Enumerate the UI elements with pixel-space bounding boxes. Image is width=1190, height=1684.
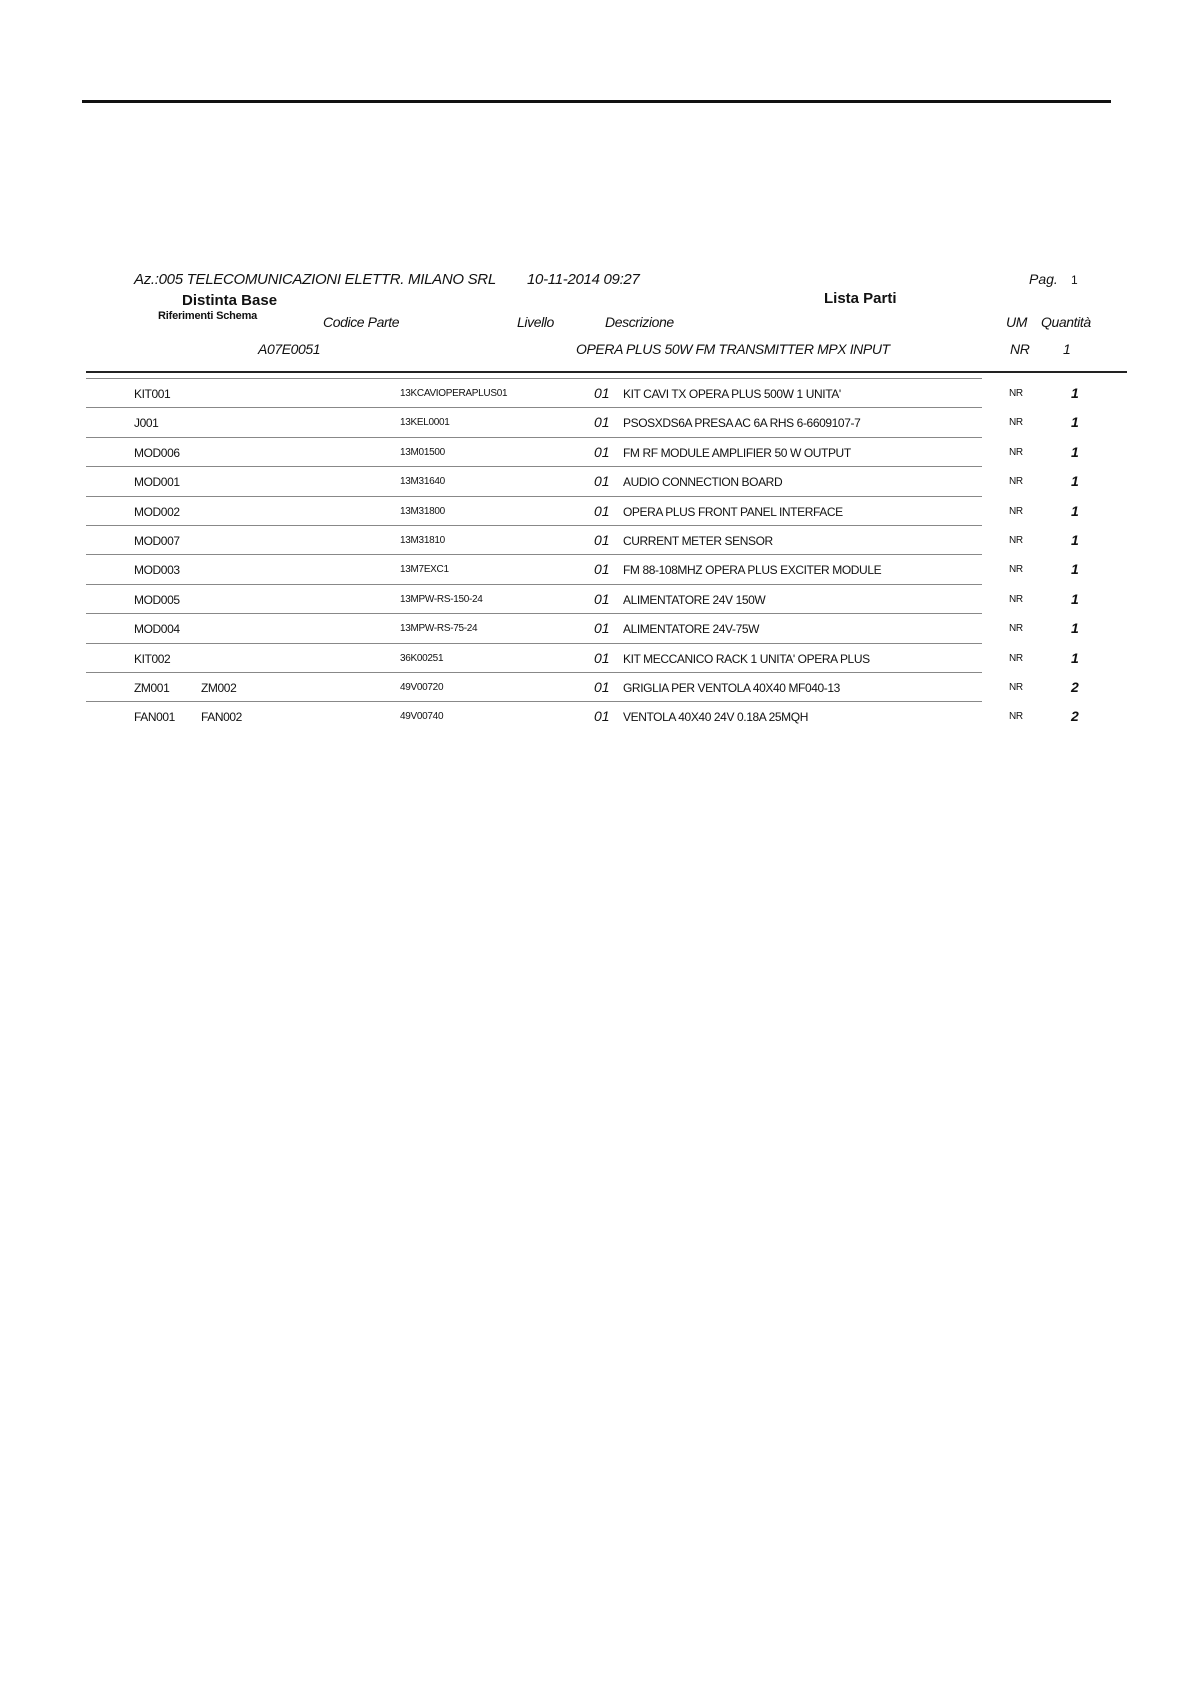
list-title: Lista Parti xyxy=(824,290,897,307)
row-ref1: MOD003 xyxy=(134,563,180,578)
row-ref1: MOD004 xyxy=(134,622,180,637)
column-header-descrizione: Descrizione xyxy=(605,314,674,330)
row-qty: 1 xyxy=(1071,443,1079,460)
row-part-code: 13KCAVIOPERAPLUS01 xyxy=(400,388,508,399)
row-um: NR xyxy=(1009,711,1023,723)
row-divider xyxy=(86,466,982,467)
page-number: 1 xyxy=(1071,273,1078,287)
row-description: GRIGLIA PER VENTOLA 40X40 MF040-13 xyxy=(623,681,840,695)
row-level: 01 xyxy=(594,679,610,695)
row-ref1: KIT002 xyxy=(134,651,171,666)
company-name: Az.:005 TELECOMUNICAZIONI ELETTR. MILANO SRL xyxy=(134,271,496,288)
row-description: ALIMENTATORE 24V 150W xyxy=(623,592,766,607)
row-description: FM RF MODULE AMPLIFIER 50 W OUTPUT xyxy=(623,445,851,460)
row-um: NR xyxy=(1009,535,1023,546)
row-description: KIT MECCANICO RACK 1 UNITA' OPERA PLUS xyxy=(623,651,870,666)
row-qty: 1 xyxy=(1071,414,1079,431)
column-header-livello: Livello xyxy=(517,314,554,330)
row-divider xyxy=(86,584,982,585)
row-um: NR xyxy=(1009,682,1023,693)
row-divider xyxy=(86,525,982,526)
row-um: NR xyxy=(1009,505,1023,517)
row-level: 01 xyxy=(594,708,610,725)
row-divider xyxy=(86,643,982,644)
row-ref1: J001 xyxy=(134,416,159,431)
row-um: NR xyxy=(1009,652,1023,664)
row-divider xyxy=(86,701,982,702)
row-part-code: 13M01500 xyxy=(400,446,445,458)
row-divider xyxy=(86,672,982,673)
row-qty: 1 xyxy=(1071,590,1079,607)
row-part-code: 36K00251 xyxy=(400,652,444,664)
row-description: KIT CAVI TX OPERA PLUS 500W 1 UNITA' xyxy=(623,387,841,401)
assembly-description: OPERA PLUS 50W FM TRANSMITTER MPX INPUT xyxy=(576,341,890,357)
row-qty: 1 xyxy=(1071,649,1079,666)
row-level: 01 xyxy=(594,473,610,490)
row-ref1: MOD001 xyxy=(134,475,180,490)
row-ref1: MOD006 xyxy=(134,445,180,460)
row-level: 01 xyxy=(594,532,610,548)
row-ref1: MOD005 xyxy=(134,592,180,607)
page-label: Pag. xyxy=(1029,271,1058,287)
top-rule xyxy=(82,100,1111,103)
row-divider xyxy=(86,554,982,555)
assembly-um: NR xyxy=(1010,341,1030,357)
row-part-code: 13M31800 xyxy=(400,505,445,517)
column-header-quantita: Quantità xyxy=(1041,314,1091,330)
row-part-code: 49V00740 xyxy=(400,711,444,723)
row-qty: 2 xyxy=(1071,708,1079,725)
row-qty: 1 xyxy=(1071,473,1079,490)
row-part-code: 49V00720 xyxy=(400,682,444,693)
row-level: 01 xyxy=(594,385,610,401)
row-ref1: MOD002 xyxy=(134,504,180,519)
row-part-code: 13MPW-RS-150-24 xyxy=(400,593,483,605)
row-description: ALIMENTATORE 24V-75W xyxy=(623,622,760,637)
row-qty: 1 xyxy=(1071,561,1079,578)
row-description: FM 88-108MHZ OPERA PLUS EXCITER MODULE xyxy=(623,563,882,578)
row-qty: 1 xyxy=(1071,532,1079,548)
row-um: NR xyxy=(1009,593,1023,605)
row-level: 01 xyxy=(594,502,610,519)
row-qty: 1 xyxy=(1071,502,1079,519)
row-level: 01 xyxy=(594,620,610,637)
row-part-code: 13MPW-RS-75-24 xyxy=(400,623,478,635)
row-um: NR xyxy=(1009,623,1023,635)
row-level: 01 xyxy=(594,649,610,666)
row-description: OPERA PLUS FRONT PANEL INTERFACE xyxy=(623,504,843,519)
row-level: 01 xyxy=(594,561,610,578)
row-qty: 2 xyxy=(1071,679,1079,695)
column-header-um: UM xyxy=(1006,314,1027,330)
row-level: 01 xyxy=(594,443,610,460)
row-um: NR xyxy=(1009,564,1023,576)
row-um: NR xyxy=(1009,446,1023,458)
row-divider xyxy=(86,407,982,408)
row-um: NR xyxy=(1009,417,1023,429)
row-description: CURRENT METER SENSOR xyxy=(623,534,773,548)
row-description: VENTOLA 40X40 24V 0.18A 25MQH xyxy=(623,710,808,725)
row-level: 01 xyxy=(594,590,610,607)
row-part-code: 13M7EXC1 xyxy=(400,564,449,576)
assembly-code: A07E0051 xyxy=(258,341,321,357)
row-divider xyxy=(86,378,982,379)
row-divider xyxy=(86,613,982,614)
row-divider xyxy=(86,437,982,438)
column-header-codice: Codice Parte xyxy=(323,314,400,330)
row-part-code: 13M31640 xyxy=(400,476,445,488)
report-title: Distinta Base xyxy=(182,292,278,309)
row-part-code: 13KEL0001 xyxy=(400,417,450,429)
row-ref1: KIT001 xyxy=(134,387,171,401)
row-ref2: FAN002 xyxy=(201,710,242,725)
report-datetime: 10-11-2014 09:27 xyxy=(527,271,640,288)
row-qty: 1 xyxy=(1071,385,1079,401)
report-subtitle: Riferimenti Schema xyxy=(158,310,258,322)
row-divider xyxy=(86,496,982,497)
header-divider xyxy=(86,371,1127,373)
row-ref1: MOD007 xyxy=(134,534,180,548)
row-um: NR xyxy=(1009,476,1023,488)
row-um: NR xyxy=(1009,388,1023,399)
row-ref1: FAN001 xyxy=(134,710,175,725)
row-description: PSOSXDS6A PRESA AC 6A RHS 6-6609107-7 xyxy=(623,416,861,431)
row-ref2: ZM002 xyxy=(201,681,237,695)
row-level: 01 xyxy=(594,414,610,431)
assembly-qty: 1 xyxy=(1063,341,1071,357)
row-part-code: 13M31810 xyxy=(400,535,445,546)
row-qty: 1 xyxy=(1071,620,1079,637)
row-description: AUDIO CONNECTION BOARD xyxy=(623,475,783,490)
row-ref1: ZM001 xyxy=(134,681,170,695)
